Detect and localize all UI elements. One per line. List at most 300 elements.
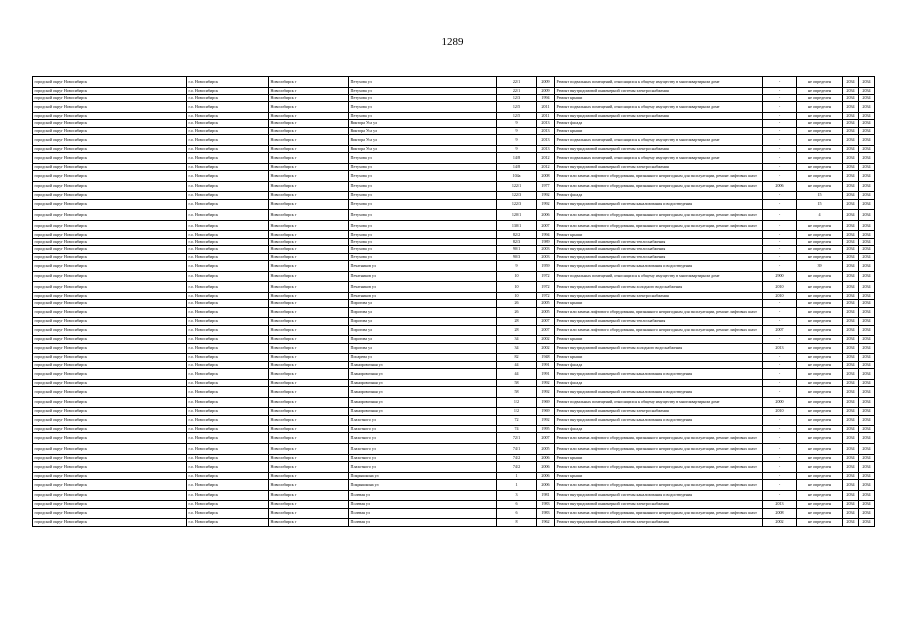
- city-cell: Новосибирск г: [269, 397, 349, 408]
- city-cell: Новосибирск г: [269, 501, 349, 508]
- wear-percent-cell: не определен: [797, 490, 843, 501]
- wear-percent-cell: не определен: [797, 336, 843, 343]
- last-repair-year-cell: -: [763, 253, 797, 260]
- city-cell: Новосибирск г: [269, 231, 349, 238]
- wear-percent-cell: не определен: [797, 77, 843, 88]
- house-number-cell: 1/2: [497, 408, 537, 415]
- plan-end-year-cell: 2034: [859, 135, 875, 146]
- street-cell: Петухова ул: [349, 87, 497, 94]
- wear-percent-cell: не определен: [797, 145, 843, 152]
- plan-end-year-cell: 2034: [859, 318, 875, 325]
- municipality-cell: городской округ Новосибирск: [33, 145, 187, 152]
- table-row: [33, 145, 875, 152]
- municipality-cell: городской округ Новосибирск: [33, 343, 187, 354]
- work-type-cell: Ремонт или замена лифтового оборудования, признанного непригодным для эксплуатации, ремонт лифтовых шахт: [555, 508, 763, 519]
- district-cell: г.о. Новосибирск: [187, 271, 269, 282]
- work-type-cell: Ремонт внутридомовой инженерной системы электроснабжения: [555, 408, 763, 415]
- plan-end-year-cell: 2034: [859, 508, 875, 519]
- table-row: [33, 325, 875, 336]
- plan-start-year-cell: 2034: [843, 300, 859, 307]
- plan-end-year-cell: 2034: [859, 87, 875, 94]
- wear-percent-cell: не определен: [797, 480, 843, 491]
- last-repair-year-cell: -: [763, 77, 797, 88]
- district-cell: г.о. Новосибирск: [187, 368, 269, 379]
- district-cell: г.о. Новосибирск: [187, 300, 269, 307]
- municipality-cell: городской округ Новосибирск: [33, 292, 187, 299]
- street-cell: Петухова ул: [349, 77, 497, 88]
- street-cell: Планировочная ул: [349, 386, 497, 397]
- last-repair-year-cell: -: [763, 220, 797, 231]
- street-cell: Петухова ул: [349, 153, 497, 164]
- year-built-cell: 2013: [537, 127, 555, 134]
- plan-start-year-cell: 2034: [843, 192, 859, 199]
- city-cell: Новосибирск г: [269, 181, 349, 192]
- table-row: [33, 199, 875, 210]
- municipality-cell: городской округ Новосибирск: [33, 282, 187, 293]
- house-number-cell: 12/5: [497, 112, 537, 119]
- city-cell: Новосибирск г: [269, 472, 349, 479]
- last-repair-year-cell: -: [763, 454, 797, 461]
- city-cell: Новосибирск г: [269, 210, 349, 221]
- street-cell: Печатников ул: [349, 271, 497, 282]
- table-row: [33, 433, 875, 444]
- last-repair-year-cell: -: [763, 368, 797, 379]
- table-row: [33, 508, 875, 519]
- municipality-cell: городской округ Новосибирск: [33, 238, 187, 245]
- work-type-cell: Ремонт внутридомовой инженерной системы канализования и водоотведения: [555, 386, 763, 397]
- table-row: [33, 261, 875, 272]
- table-row: [33, 135, 875, 146]
- city-cell: Новосибирск г: [269, 127, 349, 134]
- house-number-cell: 8: [497, 519, 537, 526]
- house-number-cell: 82: [497, 354, 537, 361]
- plan-end-year-cell: 2034: [859, 94, 875, 101]
- district-cell: г.о. Новосибирск: [187, 490, 269, 501]
- house-number-cell: 58: [497, 379, 537, 386]
- table-row: [33, 163, 875, 170]
- last-repair-year-cell: -: [763, 163, 797, 170]
- city-cell: Новосибирск г: [269, 238, 349, 245]
- work-type-cell: Ремонт внутридомовой инженерной системы канализования и водоотведения: [555, 261, 763, 272]
- street-cell: Петухова ул: [349, 238, 497, 245]
- city-cell: Новосибирск г: [269, 408, 349, 415]
- house-number-cell: 28: [497, 325, 537, 336]
- street-cell: Планировочная ул: [349, 361, 497, 368]
- street-cell: Пирогова ул: [349, 300, 497, 307]
- year-built-cell: 1972: [537, 271, 555, 282]
- plan-start-year-cell: 2034: [843, 282, 859, 293]
- house-number-cell: 3: [497, 490, 537, 501]
- last-repair-year-cell: -: [763, 336, 797, 343]
- district-cell: г.о. Новосибирск: [187, 153, 269, 164]
- municipality-cell: городской округ Новосибирск: [33, 163, 187, 170]
- work-type-cell: Ремонт фасада: [555, 192, 763, 199]
- city-cell: Новосибирск г: [269, 102, 349, 113]
- plan-end-year-cell: 2034: [859, 415, 875, 426]
- district-cell: г.о. Новосибирск: [187, 94, 269, 101]
- municipality-cell: городской округ Новосибирск: [33, 135, 187, 146]
- plan-end-year-cell: 2034: [859, 271, 875, 282]
- plan-start-year-cell: 2034: [843, 508, 859, 519]
- plan-start-year-cell: 2034: [843, 246, 859, 253]
- city-cell: Новосибирск г: [269, 192, 349, 199]
- plan-end-year-cell: 2034: [859, 472, 875, 479]
- work-type-cell: Ремонт или замена лифтового оборудования, признанного непригодным для эксплуатации, ремонт лифтовых шахт: [555, 307, 763, 318]
- work-type-cell: Ремонт внутридомовой инженерной системы электроснабжения: [555, 501, 763, 508]
- plan-start-year-cell: 2034: [843, 145, 859, 152]
- work-type-cell: Ремонт внутридомовой инженерной системы теплоснабжения: [555, 253, 763, 260]
- work-type-cell: Ремонт подвальных помещений, относящихся к общему имуществу в многоквартирном доме: [555, 153, 763, 164]
- house-number-cell: 34: [497, 336, 537, 343]
- city-cell: Новосибирск г: [269, 444, 349, 455]
- district-cell: г.о. Новосибирск: [187, 336, 269, 343]
- work-type-cell: Ремонт подвальных помещений, относящихся к общему имуществу в многоквартирном доме: [555, 397, 763, 408]
- table-row: [33, 87, 875, 94]
- municipality-cell: городской округ Новосибирск: [33, 472, 187, 479]
- plan-end-year-cell: 2034: [859, 379, 875, 386]
- last-repair-year-cell: 2002: [763, 519, 797, 526]
- street-cell: Покрышкина ул: [349, 480, 497, 491]
- plan-end-year-cell: 2034: [859, 307, 875, 318]
- work-type-cell: Ремонт внутридомовой инженерной системы теплоснабжения: [555, 238, 763, 245]
- work-type-cell: Ремонт внутридомовой инженерной системы холодного водоснабжения: [555, 282, 763, 293]
- year-built-cell: 1959: [537, 261, 555, 272]
- year-built-cell: 2002: [537, 343, 555, 354]
- year-built-cell: 2013: [537, 135, 555, 146]
- year-built-cell: 2007: [537, 325, 555, 336]
- last-repair-year-cell: -: [763, 318, 797, 325]
- year-built-cell: 1969: [537, 408, 555, 415]
- year-built-cell: 1972: [537, 282, 555, 293]
- wear-percent-cell: не определен: [797, 386, 843, 397]
- plan-end-year-cell: 2034: [859, 145, 875, 152]
- plan-start-year-cell: 2034: [843, 102, 859, 113]
- plan-start-year-cell: 2034: [843, 253, 859, 260]
- table-row: [33, 220, 875, 231]
- wear-percent-cell: не определен: [797, 171, 843, 182]
- district-cell: г.о. Новосибирск: [187, 426, 269, 433]
- city-cell: Новосибирск г: [269, 519, 349, 526]
- last-repair-year-cell: 2010: [763, 292, 797, 299]
- year-built-cell: 2013: [537, 120, 555, 127]
- plan-end-year-cell: 2034: [859, 426, 875, 433]
- district-cell: г.о. Новосибирск: [187, 112, 269, 119]
- plan-start-year-cell: 2034: [843, 112, 859, 119]
- work-type-cell: Ремонт крыши: [555, 472, 763, 479]
- plan-start-year-cell: 2034: [843, 231, 859, 238]
- district-cell: г.о. Новосибирск: [187, 444, 269, 455]
- city-cell: Новосибирск г: [269, 246, 349, 253]
- street-cell: Петухова ул: [349, 94, 497, 101]
- wear-percent-cell: не определен: [797, 246, 843, 253]
- street-cell: Виктора Уса ул: [349, 145, 497, 152]
- city-cell: Новосибирск г: [269, 426, 349, 433]
- district-cell: г.о. Новосибирск: [187, 192, 269, 199]
- year-built-cell: 2011: [537, 102, 555, 113]
- house-number-cell: 10: [497, 282, 537, 293]
- plan-start-year-cell: 2034: [843, 127, 859, 134]
- plan-end-year-cell: 2034: [859, 238, 875, 245]
- work-type-cell: Ремонт внутридомовой инженерной системы электроснабжения: [555, 87, 763, 94]
- municipality-cell: городской округ Новосибирск: [33, 77, 187, 88]
- last-repair-year-cell: -: [763, 120, 797, 127]
- city-cell: Новосибирск г: [269, 300, 349, 307]
- street-cell: Полевая ул: [349, 501, 497, 508]
- district-cell: г.о. Новосибирск: [187, 171, 269, 182]
- work-type-cell: Ремонт или замена лифтового оборудования, признанного непригодным для эксплуатации, ремонт лифтовых шахт: [555, 210, 763, 221]
- work-type-cell: Ремонт или замена лифтового оборудования, признанного непригодным для эксплуатации, ремонт лифтовых шахт: [555, 181, 763, 192]
- plan-end-year-cell: 2034: [859, 519, 875, 526]
- city-cell: Новосибирск г: [269, 368, 349, 379]
- district-cell: г.о. Новосибирск: [187, 253, 269, 260]
- municipality-cell: городской округ Новосибирск: [33, 153, 187, 164]
- year-built-cell: 2009: [537, 77, 555, 88]
- street-cell: Пирогова ул: [349, 325, 497, 336]
- wear-percent-cell: не определен: [797, 307, 843, 318]
- house-number-cell: 122/3: [497, 192, 537, 199]
- street-cell: Плахотного ул: [349, 454, 497, 461]
- municipality-cell: городской округ Новосибирск: [33, 354, 187, 361]
- wear-percent-cell: 4: [797, 210, 843, 221]
- wear-percent-cell: не определен: [797, 426, 843, 433]
- work-type-cell: Ремонт или замена лифтового оборудования, признанного непригодным для эксплуатации, ремонт лифтовых шахт: [555, 325, 763, 336]
- street-cell: Петухова ул: [349, 112, 497, 119]
- table-row: [33, 490, 875, 501]
- last-repair-year-cell: -: [763, 171, 797, 182]
- last-repair-year-cell: -: [763, 135, 797, 146]
- plan-end-year-cell: 2034: [859, 444, 875, 455]
- municipality-cell: городской округ Новосибирск: [33, 127, 187, 134]
- municipality-cell: городской округ Новосибирск: [33, 120, 187, 127]
- table-row: [33, 153, 875, 164]
- work-type-cell: Ремонт внутридомовой инженерной системы теплоснабжения: [555, 318, 763, 325]
- plan-end-year-cell: 2034: [859, 171, 875, 182]
- house-number-cell: 74: [497, 426, 537, 433]
- street-cell: Полевая ул: [349, 508, 497, 519]
- street-cell: Плахотного ул: [349, 415, 497, 426]
- table-row: [33, 102, 875, 113]
- house-number-cell: 72/1: [497, 433, 537, 444]
- street-cell: Пирогова ул: [349, 318, 497, 325]
- municipality-cell: городской округ Новосибирск: [33, 318, 187, 325]
- city-cell: Новосибирск г: [269, 386, 349, 397]
- table-row: [33, 120, 875, 127]
- city-cell: Новосибирск г: [269, 480, 349, 491]
- table-row: [33, 181, 875, 192]
- wear-percent-cell: не определен: [797, 454, 843, 461]
- table-row: [33, 77, 875, 88]
- plan-end-year-cell: 2034: [859, 454, 875, 461]
- house-number-cell: 122/1: [497, 181, 537, 192]
- year-built-cell: 2003: [537, 246, 555, 253]
- municipality-cell: городской округ Новосибирск: [33, 408, 187, 415]
- plan-end-year-cell: 2034: [859, 102, 875, 113]
- municipality-cell: городской округ Новосибирск: [33, 379, 187, 386]
- work-type-cell: Ремонт или замена лифтового оборудования, признанного непригодным для эксплуатации, ремонт лифтовых шахт: [555, 220, 763, 231]
- last-repair-year-cell: 2006: [763, 181, 797, 192]
- district-cell: г.о. Новосибирск: [187, 519, 269, 526]
- wear-percent-cell: не определен: [797, 120, 843, 127]
- street-cell: Петухова ул: [349, 163, 497, 170]
- plan-start-year-cell: 2034: [843, 426, 859, 433]
- last-repair-year-cell: -: [763, 261, 797, 272]
- table-row: [33, 171, 875, 182]
- street-cell: Планировочная ул: [349, 368, 497, 379]
- year-built-cell: 2012: [537, 163, 555, 170]
- table-body: [33, 77, 875, 527]
- plan-end-year-cell: 2034: [859, 343, 875, 354]
- city-cell: Новосибирск г: [269, 292, 349, 299]
- last-repair-year-cell: -: [763, 462, 797, 473]
- wear-percent-cell: не определен: [797, 379, 843, 386]
- wear-percent-cell: не определен: [797, 354, 843, 361]
- wear-percent-cell: не определен: [797, 135, 843, 146]
- year-built-cell: 1992: [537, 379, 555, 386]
- street-cell: Пирогова ул: [349, 307, 497, 318]
- table-row: [33, 192, 875, 199]
- wear-percent-cell: не определен: [797, 408, 843, 415]
- table-row: [33, 462, 875, 473]
- street-cell: Виктора Уса ул: [349, 127, 497, 134]
- house-number-cell: 12/5: [497, 102, 537, 113]
- street-cell: Полевая ул: [349, 490, 497, 501]
- plan-end-year-cell: 2034: [859, 246, 875, 253]
- district-cell: г.о. Новосибирск: [187, 199, 269, 210]
- plan-start-year-cell: 2034: [843, 336, 859, 343]
- plan-end-year-cell: 2034: [859, 282, 875, 293]
- municipality-cell: городской округ Новосибирск: [33, 325, 187, 336]
- city-cell: Новосибирск г: [269, 307, 349, 318]
- wear-percent-cell: не определен: [797, 127, 843, 134]
- wear-percent-cell: не определен: [797, 102, 843, 113]
- year-built-cell: 1994: [537, 94, 555, 101]
- table-row: [33, 343, 875, 354]
- plan-end-year-cell: 2034: [859, 127, 875, 134]
- street-cell: Петухова ул: [349, 199, 497, 210]
- district-cell: г.о. Новосибирск: [187, 379, 269, 386]
- plan-end-year-cell: 2034: [859, 408, 875, 415]
- plan-start-year-cell: 2034: [843, 271, 859, 282]
- work-type-cell: Ремонт внутридомовой инженерной системы холодного водоснабжения: [555, 343, 763, 354]
- house-number-cell: 74/1: [497, 444, 537, 455]
- work-type-cell: Ремонт или замена лифтового оборудования, признанного непригодным для эксплуатации, ремонт лифтовых шахт: [555, 444, 763, 455]
- house-number-cell: 1/2: [497, 397, 537, 408]
- municipality-cell: городской округ Новосибирск: [33, 199, 187, 210]
- house-number-cell: 1: [497, 472, 537, 479]
- last-repair-year-cell: -: [763, 354, 797, 361]
- year-built-cell: 1983: [537, 508, 555, 519]
- last-repair-year-cell: -: [763, 379, 797, 386]
- city-cell: Новосибирск г: [269, 379, 349, 386]
- plan-end-year-cell: 2034: [859, 386, 875, 397]
- district-cell: г.о. Новосибирск: [187, 318, 269, 325]
- house-number-cell: 26: [497, 307, 537, 318]
- district-cell: г.о. Новосибирск: [187, 181, 269, 192]
- street-cell: Планировочная ул: [349, 397, 497, 408]
- last-repair-year-cell: -: [763, 94, 797, 101]
- work-type-cell: Ремонт фасада: [555, 379, 763, 386]
- district-cell: г.о. Новосибирск: [187, 408, 269, 415]
- plan-end-year-cell: 2034: [859, 153, 875, 164]
- plan-end-year-cell: 2034: [859, 192, 875, 199]
- year-built-cell: 2007: [537, 220, 555, 231]
- plan-end-year-cell: 2034: [859, 120, 875, 127]
- house-number-cell: 74/2: [497, 454, 537, 461]
- house-number-cell: 9: [497, 145, 537, 152]
- plan-end-year-cell: 2034: [859, 77, 875, 88]
- municipality-cell: городской округ Новосибирск: [33, 210, 187, 221]
- house-number-cell: 104а: [497, 171, 537, 182]
- plan-start-year-cell: 2034: [843, 135, 859, 146]
- wear-percent-cell: не определен: [797, 368, 843, 379]
- street-cell: Плахотного ул: [349, 426, 497, 433]
- table-row: [33, 426, 875, 433]
- table-row: [33, 253, 875, 260]
- house-number-cell: 14/8: [497, 163, 537, 170]
- plan-end-year-cell: 2034: [859, 292, 875, 299]
- plan-end-year-cell: 2034: [859, 336, 875, 343]
- plan-end-year-cell: 2034: [859, 433, 875, 444]
- municipality-cell: городской округ Новосибирск: [33, 300, 187, 307]
- last-repair-year-cell: 2900: [763, 271, 797, 282]
- district-cell: г.о. Новосибирск: [187, 261, 269, 272]
- table-row: [33, 379, 875, 386]
- district-cell: г.о. Новосибирск: [187, 386, 269, 397]
- year-built-cell: 2005: [537, 444, 555, 455]
- work-type-cell: Ремонт внутридомовой инженерной системы канализования и водоотведения: [555, 199, 763, 210]
- city-cell: Новосибирск г: [269, 271, 349, 282]
- plan-start-year-cell: 2034: [843, 120, 859, 127]
- plan-start-year-cell: 2034: [843, 490, 859, 501]
- plan-start-year-cell: 2034: [843, 210, 859, 221]
- street-cell: Плахотного ул: [349, 462, 497, 473]
- city-cell: Новосибирск г: [269, 94, 349, 101]
- plan-start-year-cell: 2034: [843, 153, 859, 164]
- last-repair-year-cell: -: [763, 112, 797, 119]
- city-cell: Новосибирск г: [269, 220, 349, 231]
- plan-start-year-cell: 2034: [843, 199, 859, 210]
- street-cell: Петухова ул: [349, 210, 497, 221]
- plan-start-year-cell: 2034: [843, 379, 859, 386]
- house-number-cell: 6: [497, 501, 537, 508]
- table-row: [33, 336, 875, 343]
- district-cell: г.о. Новосибирск: [187, 433, 269, 444]
- plan-end-year-cell: 2034: [859, 163, 875, 170]
- wear-percent-cell: не определен: [797, 181, 843, 192]
- last-repair-year-cell: -: [763, 246, 797, 253]
- wear-percent-cell: не определен: [797, 462, 843, 473]
- table-row: [33, 238, 875, 245]
- year-built-cell: 1977: [537, 181, 555, 192]
- street-cell: Плахотного ул: [349, 433, 497, 444]
- table-row: [33, 361, 875, 368]
- municipality-cell: городской округ Новосибирск: [33, 307, 187, 318]
- street-cell: Пирогова ул: [349, 336, 497, 343]
- municipality-cell: городской округ Новосибирск: [33, 426, 187, 433]
- municipality-cell: городской округ Новосибирск: [33, 415, 187, 426]
- plan-start-year-cell: 2034: [843, 415, 859, 426]
- city-cell: Новосибирск г: [269, 318, 349, 325]
- city-cell: Новосибирск г: [269, 462, 349, 473]
- plan-end-year-cell: 2034: [859, 253, 875, 260]
- year-built-cell: 2002: [537, 336, 555, 343]
- district-cell: г.о. Новосибирск: [187, 246, 269, 253]
- district-cell: г.о. Новосибирск: [187, 220, 269, 231]
- table-row: [33, 127, 875, 134]
- plan-start-year-cell: 2034: [843, 454, 859, 461]
- wear-percent-cell: 15: [797, 199, 843, 210]
- district-cell: г.о. Новосибирск: [187, 397, 269, 408]
